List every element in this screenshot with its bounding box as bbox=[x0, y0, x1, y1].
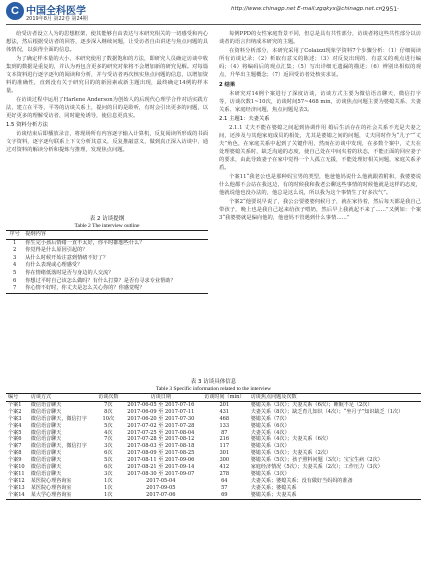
table-cell: 2017-09-05 bbox=[146, 484, 176, 491]
table-cell: 3 bbox=[12, 254, 17, 261]
paragraph: 2.1.1 丈夫不能在婆媳之间起到协调作用 婚后生活存在的社会关系不光是夫妻之间，还涉及与其他家庭成员的相处，尤其是婆媳之间的问题，丈夫同时作为“儿子”“丈夫”角色，在家庭关系中起到了关键作用，然而在访谈中发现，在多数个案中，丈夫在处理婆媳关系时，缺乏沟通的态度，使自己处在中间夹着的状态，不能正面的回应妻子的要求，由此导致妻子在家中觉得一个人孤立无援，不能处理好相关问题，家庭关系矛盾。 bbox=[219, 125, 421, 171]
table-row bbox=[6, 285, 208, 293]
table-cell: 117 bbox=[219, 443, 230, 450]
table-row bbox=[6, 464, 421, 471]
table-cell: 2017-08-11 至 2017-09-06 bbox=[127, 457, 195, 464]
page-header bbox=[0, 0, 427, 30]
table-cell: 278 bbox=[219, 470, 230, 477]
table-cell: 微信语音聊天，微信打字 bbox=[30, 443, 87, 450]
table-row bbox=[6, 471, 421, 478]
table2 bbox=[6, 216, 208, 294]
right-column bbox=[219, 30, 421, 223]
table-header-cell: 提纲内容 bbox=[25, 231, 46, 237]
table-cell: 婆媳关系（7次） bbox=[250, 415, 290, 422]
table-cell: 微信语音聊天，微信打字 bbox=[30, 415, 87, 422]
table-cell: 婆媳关系（3次） bbox=[250, 443, 290, 450]
table-cell: 某医院心理咨询室 bbox=[30, 477, 72, 484]
table-cell: 夫妻关系（4次） bbox=[250, 429, 290, 436]
table-cell: 4 bbox=[12, 262, 17, 269]
table-row bbox=[6, 478, 421, 485]
header-divider bbox=[6, 24, 421, 25]
table3-caption-cn: 表 3 访谈具体信息 bbox=[190, 379, 237, 385]
table-cell: 微信语音聊天 bbox=[30, 422, 62, 429]
table-cell: 你觉得是什么原因引起的？ bbox=[25, 247, 88, 254]
table-cell: 2017-08-21 至 2017-09-14 bbox=[127, 464, 195, 471]
table-cell: 2017-05-04 bbox=[146, 477, 176, 484]
table3-caption-en: Table 3 Specific information related to the interview bbox=[155, 386, 272, 392]
table-cell: 7次 bbox=[104, 436, 113, 443]
table-cell: 个案13 bbox=[8, 484, 25, 491]
table-header-cell: 编号 bbox=[8, 394, 19, 400]
table-cell: 7 bbox=[12, 285, 17, 292]
table-cell: 个案5 bbox=[8, 429, 22, 436]
table-row bbox=[6, 247, 208, 255]
table-cell: 个案3 bbox=[8, 415, 22, 422]
table-cell: 1次 bbox=[104, 484, 113, 491]
table-cell: 2017-07-02 至 2017-07-28 bbox=[127, 422, 195, 429]
journal-name: 中国全科医学 bbox=[26, 6, 86, 17]
table-cell: 个案11 bbox=[8, 470, 25, 477]
paragraph: 个案11“我老公也是那种妈宝男的类型，他爸他妈说什么他就跟着附和，我婆婆说什么他都不会站在我这边，有的时候我和我老公聊这些事情的时候他就是这样的态度，他就说他也没办法的，他总是这么说，所以我为这个事情生了好多次气”。 bbox=[219, 174, 421, 196]
table-cell: 个案7 bbox=[8, 443, 22, 450]
table-cell: 2017-07-06 bbox=[146, 491, 176, 498]
subsection-heading: 1.5 资料分析方法 bbox=[6, 122, 48, 128]
table3 bbox=[6, 379, 421, 500]
table-cell: 201 bbox=[219, 401, 230, 408]
left-column bbox=[6, 30, 208, 155]
table-cell: 有什么表现或心理感受？ bbox=[25, 262, 83, 269]
table-cell: 1次 bbox=[104, 491, 113, 498]
table-cell: 你心情不好时，你丈夫是怎么关心你的？你感觉呢？ bbox=[25, 285, 145, 292]
table-row bbox=[6, 401, 421, 408]
table-cell: 微信语音聊天 bbox=[30, 457, 62, 464]
table-cell: 微信语音聊天 bbox=[30, 464, 62, 471]
table-header-cell: 访谈焦点问题及次数 bbox=[250, 394, 297, 400]
table-cell: 个案8 bbox=[8, 450, 22, 457]
table-cell: 夫妻关系；婆媳关系；没有做好当妈妈的准备 bbox=[250, 477, 353, 484]
table-row bbox=[6, 485, 421, 492]
table-cell: 微信语音聊天 bbox=[30, 470, 62, 477]
table-cell: 5次 bbox=[104, 457, 113, 464]
table-cell: 468 bbox=[219, 415, 230, 422]
table-cell: 婆媳关系（4次）；夫妻关系（6次） bbox=[250, 436, 332, 443]
table-header-cell: 访谈日期 bbox=[150, 394, 171, 400]
table-cell: 6 bbox=[12, 277, 17, 284]
table-row bbox=[6, 270, 208, 278]
table2-caption-cn: 表 2 访谈提纲 bbox=[89, 216, 125, 222]
subsection-heading: 2.1 主题1：夫妻关系 bbox=[219, 116, 270, 122]
table-cell: 3次 bbox=[104, 470, 113, 477]
table-cell: 个案2 bbox=[8, 408, 22, 415]
paragraph: 在资料分析部分，本研究采用了Colaizzi现象学资料7个步骤分析：（1）仔细阅读所有访谈记录；（2）析取有意义的陈述；（3）对反复出现的、有意义的观点进行编码；（4）将编码后的观点汇集；（5）写出详细无遗漏的描述；（6）辨别出相似的观点，升华出主题概念；（7）返回受访者处核实求证。 bbox=[219, 48, 421, 78]
table3-grid bbox=[6, 393, 421, 500]
table-cell: 2017-06-05 至 2017-07-16 bbox=[127, 401, 195, 408]
table-cell: 微信语音聊天 bbox=[30, 408, 62, 415]
table-cell: 3次 bbox=[104, 443, 113, 450]
table-cell: 个案6 bbox=[8, 436, 22, 443]
paragraph: 给受访者设立人为的思想框架，使其能够自由表达与本研究相关的一切感受和内心想法，然后根据受访者的回答，逐步深入继续问题，让受访者自由讲述与焦点问题的具体情况，以获得全面的信息。 bbox=[6, 31, 208, 53]
paragraph: 个案2“他要说早说了，我公公要婆婆伺候月子，就在家待着，然后每天都是我自己带孩子，晚上也是我自己起来给孩子喂奶，然后早上我就起不来了……”又例如：个案3“我婆婆就是偏向他的，他爸妈不管遇到什么事情……” bbox=[219, 199, 421, 221]
table-cell: 2017-07-28 至 2017-08-12 bbox=[127, 436, 195, 443]
table-cell: 1次 bbox=[104, 477, 113, 484]
table2-caption-en: Table 2 The interview outline bbox=[74, 223, 140, 229]
table-cell: 64 bbox=[221, 477, 228, 484]
table-cell: 微信语音聊天 bbox=[30, 429, 62, 436]
table-cell: 夫妻关系（8次）；缺乏育儿知识（4次）；“坐月子”知识缺乏（1次） bbox=[250, 408, 404, 415]
table-cell: 婆媳关系（5次）；孩子照料问题（3次）；宝宝生病（2次） bbox=[250, 457, 383, 464]
table-cell: 216 bbox=[219, 436, 230, 443]
table-cell: 个案10 bbox=[8, 464, 25, 471]
table-row bbox=[6, 423, 421, 430]
journal-logo-icon: C bbox=[6, 2, 24, 20]
paragraph: 在访谈过程中运用了Harlene Anderson为创始人的后现代心理学合作对话实践方法，建立在平等、平等的访谈关系上，提问的目的是聆听，有时会引出更多的问题，以更好更多的理解受访者，同时避免诱导，使信息更真实。 bbox=[6, 97, 208, 119]
table-cell: 412 bbox=[219, 464, 230, 471]
table-cell: 个案14 bbox=[8, 491, 25, 498]
table-cell: 婆媳关系；夫妻关系 bbox=[250, 491, 297, 498]
table-cell: 6次 bbox=[104, 450, 113, 457]
paragraph: 本研究对14例个案进行了深度访谈，访谈方式主要为微信语音聊天，微信打字等，访谈次数1~10次，访谈时间57~468 min，访谈焦点问题主要为婆媳关系、夫妻关系、家庭经济问题，焦点问题见表3。 bbox=[219, 91, 421, 113]
table-cell: 夫妻关系；婆媳关系 bbox=[250, 484, 297, 491]
issue-info: 2019年8月 第22卷 第24期 bbox=[26, 16, 88, 22]
table-cell: 5 bbox=[12, 269, 17, 276]
table-cell: 家庭经济情况（5次）；夫妻关系（2次）；工作压力（3次） bbox=[250, 464, 383, 471]
table-cell: 6次 bbox=[104, 464, 113, 471]
paragraph: 为了确定样本量的大小，本研究使用了数据饱和的方法，即研究人员确定访谈中收集到的数据是重复的，并认为再包含更多的研究对象将不会增加新的研究见解。对每篇文本资料进行逐字逐句的阅读和分析，并与受访者再次核实焦点问题的信息，以增加资料的准确性，直到没有关于研究目的的新因素或新主题出现，最终确定14例的样本量。 bbox=[6, 56, 208, 94]
table-cell: 你想过平时自己该怎么做吗？有什么打算？是否有寻求专业帮助？ bbox=[25, 277, 176, 284]
table-row bbox=[6, 443, 421, 450]
table-cell: 8次 bbox=[104, 408, 113, 415]
table-cell: 300 bbox=[219, 457, 230, 464]
table-cell: 431 bbox=[219, 408, 230, 415]
table-cell: 69 bbox=[221, 491, 228, 498]
table-cell: 婆媳关系（6次） bbox=[250, 422, 290, 429]
table-cell: 个案4 bbox=[8, 422, 22, 429]
table-cell: 87 bbox=[221, 429, 228, 436]
table-cell: 4次 bbox=[104, 429, 113, 436]
table-cell: 2017-06-09 至 2017-07-11 bbox=[127, 408, 195, 415]
journal-website: http://www.chinagp.net E-mail:zgqkyx@chinagp.net.cn bbox=[231, 6, 383, 12]
table-cell: 10次 bbox=[102, 415, 115, 422]
table-cell: 2017-07-25 至 2017-08-04 bbox=[127, 429, 195, 436]
table-header-cell: 访谈方式 bbox=[30, 394, 52, 400]
table-cell: 133 bbox=[219, 422, 230, 429]
table-cell: 婆媳关系（3次）；夫妻关系（6次）；睡眠不足（2次） bbox=[250, 401, 373, 408]
table-row bbox=[6, 492, 421, 499]
table-cell: 57 bbox=[221, 484, 228, 491]
table-header-cell: 访谈次数 bbox=[98, 394, 119, 400]
table-cell: 你在情绪低落时是否与身边的人交流？ bbox=[25, 269, 114, 276]
table-cell: 7次 bbox=[104, 401, 113, 408]
table-header-cell: 序号 bbox=[9, 231, 20, 237]
table-cell: 2017-08-03 至 2017-08-18 bbox=[127, 443, 195, 450]
table-cell: 婆媳关系（3次） bbox=[250, 470, 290, 477]
paragraph: 每例PPD的女性家庭背景不同，但总是具有共性部分，访谈者将这些共性部分以访谈者的语言归纳成本研究的主题。 bbox=[219, 31, 421, 45]
table-cell: 微信语音聊天 bbox=[30, 401, 62, 408]
page-number: ·2951· bbox=[380, 6, 400, 13]
table-cell: 5次 bbox=[104, 422, 113, 429]
table-cell: 2017-08-30 至 2017-09-07 bbox=[127, 470, 195, 477]
table-cell: 某医院心理咨询室 bbox=[30, 484, 72, 491]
table-cell: 从什么时候开始注意到情绪不好了？ bbox=[25, 254, 109, 261]
table-row bbox=[6, 430, 421, 437]
table-cell: 1 bbox=[12, 239, 17, 246]
table-cell: 2017-06-20 至 2017-07-30 bbox=[127, 415, 195, 422]
table-cell: 个案1 bbox=[8, 401, 22, 408]
table-row bbox=[6, 262, 208, 270]
table-cell: 301 bbox=[219, 450, 230, 457]
paragraph: 访谈结束后即播放录音，将现场所有内容逐字输入计算机，反复阅读所形成的书面文字资料，逐字逐句联系上下文分析其意义，反复推敲意义，做到真正深入访谈中，通过对资料的解读分析和提炼与推理，发现焦点问题。 bbox=[6, 131, 208, 153]
table-cell: 个案9 bbox=[8, 457, 22, 464]
table-cell: 微信语音聊天 bbox=[30, 450, 62, 457]
table-cell: 2 bbox=[12, 247, 17, 254]
table-row bbox=[6, 239, 208, 247]
table-cell: 微信语音聊天 bbox=[30, 436, 62, 443]
table-cell: 你生完小孩后情绪一直不太好，你平时都想些什么？ bbox=[25, 239, 145, 246]
table-cell: 某大学心理咨询室 bbox=[30, 491, 72, 498]
table-cell: 个案12 bbox=[8, 477, 25, 484]
table-cell: 婆媳关系（5次）；夫妻关系（2次） bbox=[250, 450, 332, 457]
table2-grid bbox=[6, 230, 208, 294]
table-row bbox=[6, 409, 421, 416]
table-cell: 2017-08-09 至 2017-08-25 bbox=[127, 450, 195, 457]
table-header-cell: 访谈时间（min） bbox=[204, 394, 245, 400]
section-heading: 2 结果 bbox=[219, 82, 236, 88]
table-row bbox=[6, 416, 421, 423]
